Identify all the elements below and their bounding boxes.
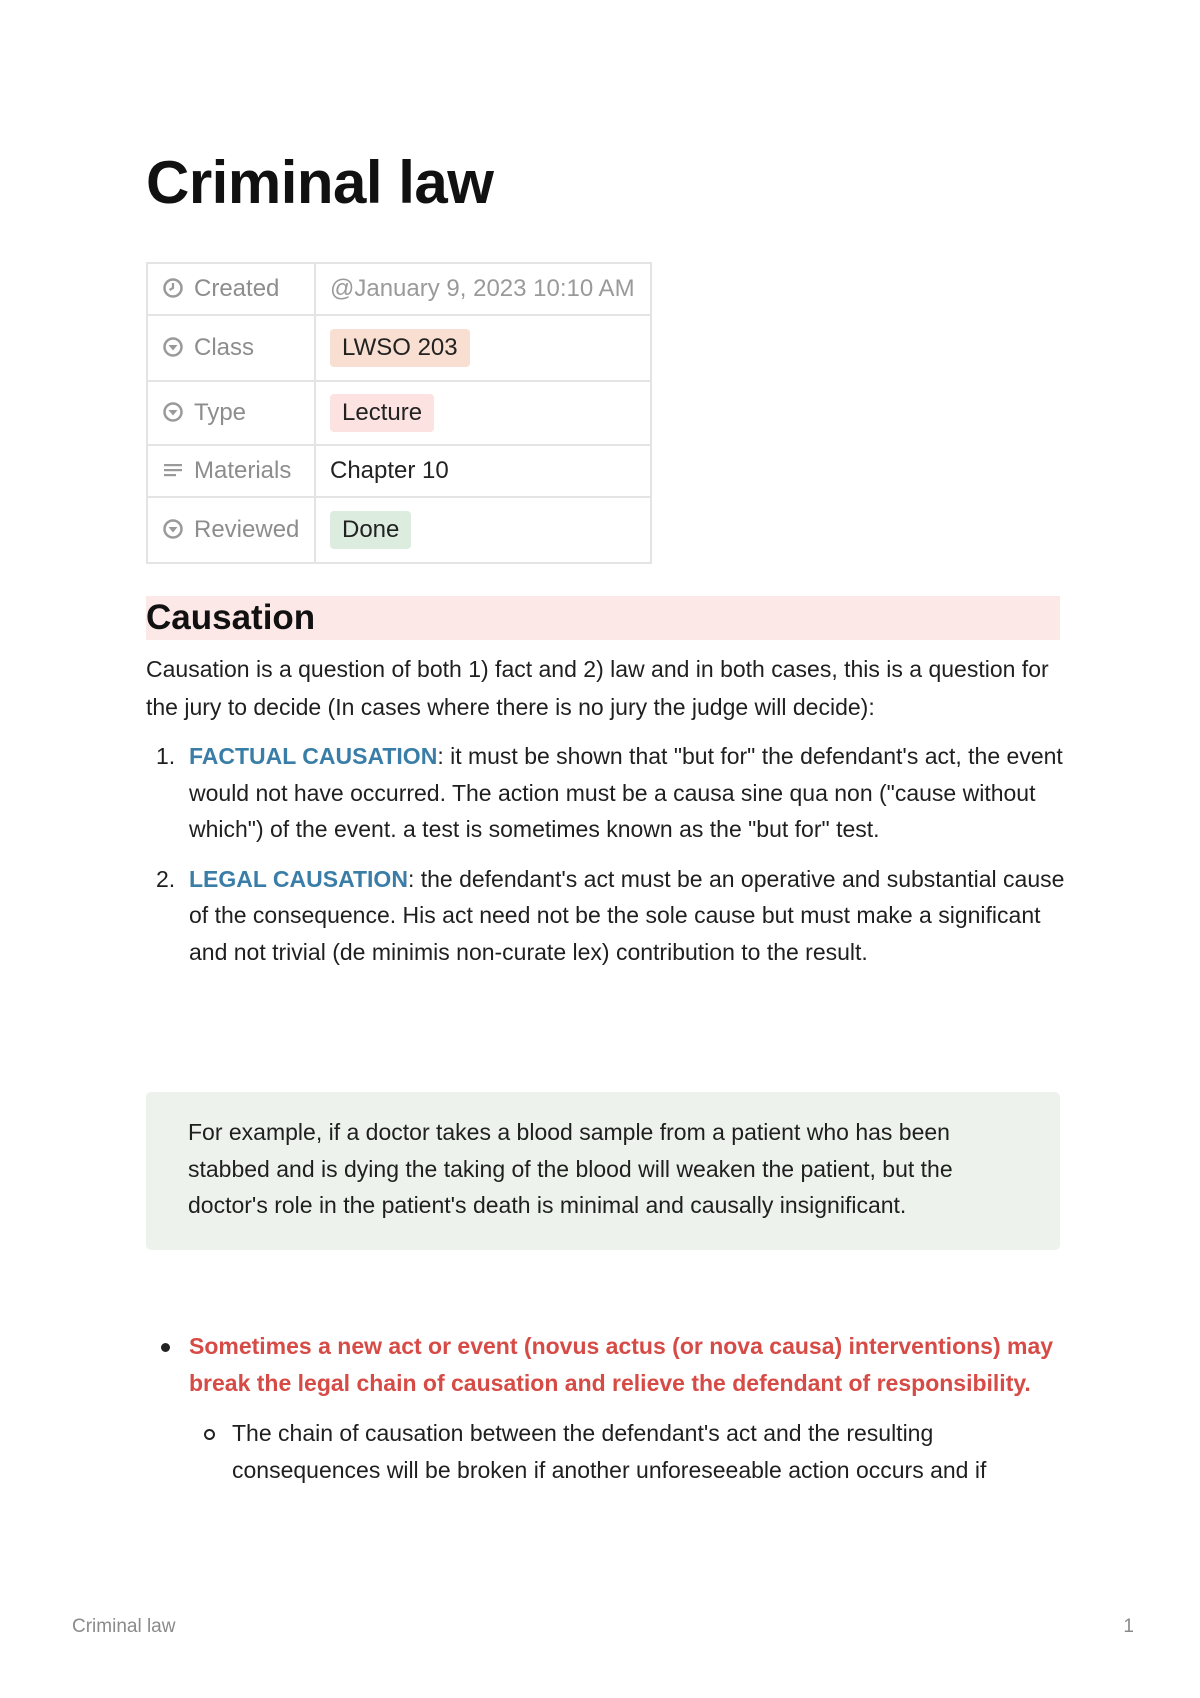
example-callout xyxy=(146,1092,1060,1250)
property-key xyxy=(147,381,315,445)
bullet-dot-icon xyxy=(161,1343,170,1352)
property-key xyxy=(147,263,315,315)
list-number: 2. xyxy=(156,865,176,892)
list-item-text: : the defendant's act must be an operative and substantial cause of the consequence. His act need not be the sole cause but must make a significant and not trivial (de minimis non-curate lex) contribution to the result. xyxy=(189,865,1065,965)
list-item-text: : it must be shown that "but for" the defendant's act, the event would not have occurred. The action must be a causa sine qua non ("cause without which") of the event. a test is sometimes known as the "but for" test. xyxy=(189,743,1063,842)
property-row-type xyxy=(147,381,651,445)
property-row-class xyxy=(147,315,651,381)
list-item xyxy=(146,738,1066,848)
class-tag[interactable]: LWSO 203 xyxy=(330,329,470,367)
property-key xyxy=(147,497,315,563)
property-label: Materials xyxy=(194,457,292,484)
property-value xyxy=(315,381,651,445)
reviewed-tag[interactable]: Done xyxy=(330,511,411,549)
page-title: Criminal law xyxy=(146,149,494,216)
materials-value: Chapter 10 xyxy=(315,445,651,497)
callout-text: For example, if a doctor takes a blood sample from a patient who has been stabbed and is dying the taking of the blood will weaken the patient, but the doctor's role in the patient's death is minimal and causally insignificant. xyxy=(188,1119,953,1218)
term-legal-causation: LEGAL CAUSATION xyxy=(189,865,408,892)
bullet-ring-icon xyxy=(204,1429,215,1440)
numbered-list xyxy=(146,738,1066,983)
section-heading: Causation xyxy=(146,596,1060,640)
property-label: Class xyxy=(194,334,255,361)
novus-actus-text: Sometimes a new act or event (novus actus (or nova causa) interventions) may break the legal chain of causation and relieve the defendant of responsibility. xyxy=(189,1333,1054,1396)
bullet-list xyxy=(146,1328,1066,1488)
property-value xyxy=(315,315,651,381)
list-item xyxy=(146,1328,1066,1488)
select-icon xyxy=(162,336,184,358)
property-label: Reviewed xyxy=(194,516,300,543)
property-value xyxy=(315,497,651,563)
property-key xyxy=(147,445,315,497)
properties-table xyxy=(146,262,652,564)
intro-paragraph: Causation is a question of both 1) fact and 2) law and in both cases, this is a question for the jury to decide (In cases where there is no jury the judge will decide): xyxy=(146,656,1049,720)
select-icon xyxy=(162,401,184,423)
term-factual-causation: FACTUAL CAUSATION xyxy=(189,743,438,769)
list-item xyxy=(146,861,1066,971)
property-label: Created xyxy=(194,275,280,302)
type-tag[interactable]: Lecture xyxy=(330,394,434,432)
property-row-materials xyxy=(147,445,651,497)
property-row-reviewed xyxy=(147,497,651,563)
footer-title: Criminal law xyxy=(72,1616,176,1637)
list-item xyxy=(189,1415,1066,1488)
sub-bullet-text: The chain of causation between the defendant's act and the resulting consequences will be broken if another unforeseeable action occurs and if xyxy=(232,1420,987,1483)
property-row-created xyxy=(147,263,651,315)
sub-bullet-list xyxy=(189,1415,1066,1488)
property-label: Type xyxy=(194,399,247,426)
page-number: 1 xyxy=(1123,1616,1134,1637)
clock-icon xyxy=(162,277,184,299)
select-icon xyxy=(162,518,184,540)
list-number: 1. xyxy=(156,743,176,769)
property-key xyxy=(147,315,315,381)
text-lines-icon xyxy=(162,459,184,481)
created-value: @January 9, 2023 10:10 AM xyxy=(315,263,651,315)
